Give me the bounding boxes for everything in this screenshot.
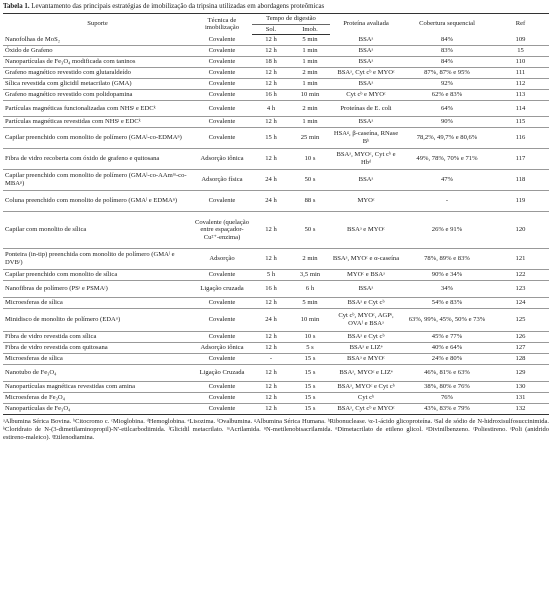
cell-sol: - bbox=[252, 354, 290, 365]
cell-cobertura: 90% bbox=[402, 117, 492, 128]
cell-imob: 10 s bbox=[290, 149, 330, 170]
cell-ref: 15 bbox=[492, 46, 549, 57]
cell-proteina: BSAᵃ, Cyt cᵇ e MYOᶜ bbox=[330, 404, 402, 415]
cell-ref: 125 bbox=[492, 309, 549, 332]
cell-sol: 12 h bbox=[252, 68, 290, 79]
cell-tecnica: Covalente bbox=[192, 270, 252, 281]
cell-sol: 12 h bbox=[252, 404, 290, 415]
cell-tecnica: Adsorção bbox=[192, 249, 252, 270]
cell-sol: 18 h bbox=[252, 57, 290, 68]
cell-imob: 10 min bbox=[290, 309, 330, 332]
cell-sol: 12 h bbox=[252, 365, 290, 382]
cell-cobertura: 76% bbox=[402, 393, 492, 404]
table-row bbox=[3, 212, 549, 249]
cell-tecnica: Covalente bbox=[192, 117, 252, 128]
cell-sol: 12 h bbox=[252, 332, 290, 343]
cell-imob: 5 min bbox=[290, 35, 330, 46]
cell-imob: 15 s bbox=[290, 354, 330, 365]
header-proteina: Proteína avaliada bbox=[330, 14, 402, 35]
cell-proteina: BSAᵃ e MYOᶜ bbox=[330, 212, 402, 249]
cell-suporte: Minidisco de monolito de polímero (EDAᵘ) bbox=[3, 309, 192, 332]
cell-tecnica: Covalente bbox=[192, 128, 252, 149]
cell-suporte: Nanofibras de polímero (PSˢ e PSMAᵗ) bbox=[3, 281, 192, 298]
cell-proteina: Cyt cᵇ e MYOᶜ bbox=[330, 90, 402, 101]
cell-proteina: BSAᵃ, Cyt cᵇ e MYOᶜ bbox=[330, 68, 402, 79]
cell-imob: 5 s bbox=[290, 343, 330, 354]
cell-proteina: BSAᵃ, MYOᶜ e α-caseína bbox=[330, 249, 402, 270]
table-body bbox=[3, 35, 549, 415]
cell-tecnica: Covalente bbox=[192, 332, 252, 343]
cell-proteina: HSAᵍ, β-caseína, RNase Bʰ bbox=[330, 128, 402, 149]
cell-ref: 124 bbox=[492, 298, 549, 309]
cell-proteina: BSAᵃ e Cyt cᵇ bbox=[330, 298, 402, 309]
cell-proteina: BSAᵃ bbox=[330, 79, 402, 90]
immobilization-table bbox=[3, 13, 549, 415]
table-row bbox=[3, 68, 549, 79]
table-row bbox=[3, 90, 549, 101]
table-row bbox=[3, 191, 549, 212]
cell-sol: 16 h bbox=[252, 90, 290, 101]
cell-tecnica: Ligação cruzada bbox=[192, 281, 252, 298]
table-row bbox=[3, 382, 549, 393]
cell-proteina: BSAᵃ e LIZᵉ bbox=[330, 343, 402, 354]
cell-cobertura: 40% e 64% bbox=[402, 343, 492, 354]
cell-imob: 50 s bbox=[290, 212, 330, 249]
cell-proteina: BSAᵃ, MYOᶜ, Cyt cᵇ e Hbᵈ bbox=[330, 149, 402, 170]
cell-imob: 10 min bbox=[290, 90, 330, 101]
cell-ref: 126 bbox=[492, 332, 549, 343]
cell-imob: 5 min bbox=[290, 298, 330, 309]
table-row bbox=[3, 170, 549, 191]
cell-suporte: Grafeno magnético revestido com polidopamina bbox=[3, 90, 192, 101]
cell-suporte: Partículas magnéticas funcionalizadas com NHSʲ e EDCᵏ bbox=[3, 101, 192, 117]
cell-sol: 12 h bbox=[252, 393, 290, 404]
cell-imob: 2 min bbox=[290, 68, 330, 79]
cell-imob: 2 min bbox=[290, 249, 330, 270]
cell-cobertura: 47% bbox=[402, 170, 492, 191]
table-row bbox=[3, 46, 549, 57]
cell-cobertura: 78,2%, 49,7% e 80,6% bbox=[402, 128, 492, 149]
cell-imob: 1 min bbox=[290, 79, 330, 90]
cell-proteina: MYOᶜ e BSAᵃ bbox=[330, 270, 402, 281]
cell-imob: 15 s bbox=[290, 404, 330, 415]
table-row bbox=[3, 249, 549, 270]
cell-proteina: BSAᵃ bbox=[330, 170, 402, 191]
cell-tecnica: Covalente bbox=[192, 68, 252, 79]
table-row bbox=[3, 393, 549, 404]
cell-tecnica: Adsorção física bbox=[192, 170, 252, 191]
cell-proteina: BSAᵃ e MYOᶜ bbox=[330, 354, 402, 365]
cell-cobertura: 38%, 80% e 76% bbox=[402, 382, 492, 393]
cell-sol: 12 h bbox=[252, 298, 290, 309]
cell-tecnica: Covalente bbox=[192, 35, 252, 46]
cell-suporte: Microesferas de Fe₃O₄ bbox=[3, 393, 192, 404]
cell-ref: 115 bbox=[492, 117, 549, 128]
cell-suporte: Capilar preenchido com monolito de polímero (GMAˡ-co-AAmᵐ-co-MBAᵖ) bbox=[3, 170, 192, 191]
cell-suporte: Nanopartículas de Fe₃O₄ bbox=[3, 404, 192, 415]
table-row bbox=[3, 149, 549, 170]
cell-tecnica: Covalente bbox=[192, 46, 252, 57]
header-ref: Ref bbox=[492, 14, 549, 35]
cell-sol: 16 h bbox=[252, 281, 290, 298]
cell-imob: 1 min bbox=[290, 46, 330, 57]
cell-ref: 117 bbox=[492, 149, 549, 170]
cell-cobertura: 46%, 81% e 63% bbox=[402, 365, 492, 382]
cell-sol: 12 h bbox=[252, 149, 290, 170]
cell-ref: 131 bbox=[492, 393, 549, 404]
cell-cobertura: 45% e 77% bbox=[402, 332, 492, 343]
cell-cobertura: 34% bbox=[402, 281, 492, 298]
cell-ref: 120 bbox=[492, 212, 549, 249]
cell-sol: 12 h bbox=[252, 249, 290, 270]
cell-imob: 88 s bbox=[290, 191, 330, 212]
cell-imob: 15 s bbox=[290, 365, 330, 382]
cell-suporte: Fibra de vidro revestida com sílica bbox=[3, 332, 192, 343]
cell-suporte: Fibra de vidro recoberta com óxido de grafeno e quitosana bbox=[3, 149, 192, 170]
cell-imob: 2 min bbox=[290, 101, 330, 117]
cell-ref: 113 bbox=[492, 90, 549, 101]
cell-ref: 118 bbox=[492, 170, 549, 191]
cell-imob: 1 min bbox=[290, 57, 330, 68]
cell-cobertura: 84% bbox=[402, 35, 492, 46]
cell-suporte: Óxido de Grafeno bbox=[3, 46, 192, 57]
cell-ref: 130 bbox=[492, 382, 549, 393]
cell-ref: 127 bbox=[492, 343, 549, 354]
cell-cobertura: 62% e 83% bbox=[402, 90, 492, 101]
cell-tecnica: Covalente bbox=[192, 101, 252, 117]
cell-cobertura: 83% bbox=[402, 46, 492, 57]
cell-suporte: Nanotubo de Fe₃O₄ bbox=[3, 365, 192, 382]
cell-proteina: Cyt cᵇ bbox=[330, 393, 402, 404]
cell-suporte: Grafeno magnético revestido com glutaraldeído bbox=[3, 68, 192, 79]
header-suporte: Suporte bbox=[3, 14, 192, 35]
cell-proteina: MYOᶜ bbox=[330, 191, 402, 212]
cell-imob: 1 min bbox=[290, 117, 330, 128]
cell-imob: 50 s bbox=[290, 170, 330, 191]
cell-proteina: Proteínas de E. coli bbox=[330, 101, 402, 117]
table-caption bbox=[3, 2, 549, 11]
cell-ref: 111 bbox=[492, 68, 549, 79]
cell-ref: 129 bbox=[492, 365, 549, 382]
cell-cobertura: 26% e 91% bbox=[402, 212, 492, 249]
cell-tecnica: Covalente (quelação entre espaçador-Cu²⁺-enzima) bbox=[192, 212, 252, 249]
cell-suporte: Nanopartículas magnéticas revestidas com amina bbox=[3, 382, 192, 393]
cell-imob: 10 s bbox=[290, 332, 330, 343]
cell-sol: 12 h bbox=[252, 117, 290, 128]
cell-suporte: Partículas magnéticas revestidas com NHSʲ e EDCᵏ bbox=[3, 117, 192, 128]
cell-tecnica: Covalente bbox=[192, 57, 252, 68]
footnotes: ᵃAlbumina Sérica Bovina. ᵇCitocromo c. ᶜMioglobina. ᵈHemoglobina. ᵉLisozima. ᶠOvalbumina. ᵍAlbumina Sérica Humana. ʰRibonuclease. ᶦα-1-ácido glicoproteína. ʲSal de sódio de N-hidroxisulfosuccinimida. ᵏCloridrato de N-(3-dimetilaminopropil)-N'-etilcarbodiimida. ˡGlicidil metacrilato. ᵐAcrilamida. ⁿN-metilenobisacrilamida. ⁿDimetacrilato de etileno glicol. ᵖDivinilbenzeno. ʳPoliestireno. ˢPoli (anidrido estireno-maleico). ᵗEtilenodiamina. bbox=[3, 418, 549, 442]
cell-tecnica: Covalente bbox=[192, 393, 252, 404]
cell-ref: 119 bbox=[492, 191, 549, 212]
table-row bbox=[3, 101, 549, 117]
cell-sol: 24 h bbox=[252, 309, 290, 332]
table-row bbox=[3, 332, 549, 343]
table-row bbox=[3, 57, 549, 68]
cell-tecnica: Covalente bbox=[192, 309, 252, 332]
cell-sol: 15 h bbox=[252, 128, 290, 149]
cell-ref: 109 bbox=[492, 35, 549, 46]
header-cobertura: Cobertura sequencial bbox=[402, 14, 492, 35]
caption-label: Tabela 1. bbox=[3, 3, 30, 10]
cell-tecnica: Adsorção iônica bbox=[192, 343, 252, 354]
cell-sol: 24 h bbox=[252, 191, 290, 212]
cell-sol: 24 h bbox=[252, 170, 290, 191]
cell-cobertura: 92% bbox=[402, 79, 492, 90]
header-tecnica: Técnica de imobilização bbox=[192, 14, 252, 35]
cell-tecnica: Adsorção iônica bbox=[192, 149, 252, 170]
cell-ref: 128 bbox=[492, 354, 549, 365]
table-row bbox=[3, 35, 549, 46]
cell-proteina: BSAᵃ bbox=[330, 46, 402, 57]
cell-suporte: Capilar preenchido com monolito de polímero (GMAˡ-co-EDMAⁿ) bbox=[3, 128, 192, 149]
cell-sol: 12 h bbox=[252, 79, 290, 90]
cell-ref: 121 bbox=[492, 249, 549, 270]
table-row bbox=[3, 354, 549, 365]
header-imob: Imob. bbox=[290, 25, 330, 35]
table-row bbox=[3, 298, 549, 309]
cell-sol: 4 h bbox=[252, 101, 290, 117]
table-row bbox=[3, 309, 549, 332]
cell-sol: 5 h bbox=[252, 270, 290, 281]
cell-suporte: Sílica revestida com glicidil metacrilato (GMA) bbox=[3, 79, 192, 90]
cell-suporte: Coluna preenchido com monolito de polímero (GMAˡ e EDMAⁿ) bbox=[3, 191, 192, 212]
table-row bbox=[3, 365, 549, 382]
table-row bbox=[3, 79, 549, 90]
cell-suporte: Nanofolhas de MoS₂ bbox=[3, 35, 192, 46]
cell-tecnica: Covalente bbox=[192, 354, 252, 365]
cell-imob: 25 min bbox=[290, 128, 330, 149]
cell-proteina: Cyt cᵇ, MYOᶜ, AGPᶦ, OVAᶠ e BSAᵃ bbox=[330, 309, 402, 332]
cell-sol: 12 h bbox=[252, 343, 290, 354]
cell-proteina: BSAᵃ bbox=[330, 117, 402, 128]
cell-proteina: BSAᵃ, MYOᶜ e LIZᵉ bbox=[330, 365, 402, 382]
cell-cobertura: 84% bbox=[402, 57, 492, 68]
cell-cobertura: - bbox=[402, 191, 492, 212]
table-row bbox=[3, 281, 549, 298]
cell-sol: 12 h bbox=[252, 46, 290, 57]
cell-tecnica: Covalente bbox=[192, 404, 252, 415]
cell-suporte: Microesferas de sílica bbox=[3, 298, 192, 309]
cell-tecnica: Covalente bbox=[192, 90, 252, 101]
cell-imob: 15 s bbox=[290, 393, 330, 404]
caption-text: Levantamento das principais estratégias de imobilização da tripsina utilizadas em abordagens proteômicas bbox=[29, 3, 325, 10]
cell-cobertura: 90% e 34% bbox=[402, 270, 492, 281]
cell-imob: 15 s bbox=[290, 382, 330, 393]
cell-sol: 12 h bbox=[252, 35, 290, 46]
table-row bbox=[3, 117, 549, 128]
cell-cobertura: 49%, 78%, 70% e 71% bbox=[402, 149, 492, 170]
cell-ref: 114 bbox=[492, 101, 549, 117]
cell-cobertura: 24% e 80% bbox=[402, 354, 492, 365]
cell-proteina: BSAᵃ bbox=[330, 57, 402, 68]
cell-cobertura: 87%, 87% e 95% bbox=[402, 68, 492, 79]
cell-imob: 3,5 min bbox=[290, 270, 330, 281]
cell-tecnica: Covalente bbox=[192, 191, 252, 212]
cell-imob: 6 h bbox=[290, 281, 330, 298]
cell-suporte: Ponteira (in-tip) preenchida com monolito de polímero (GMAˡ e DVBʳ) bbox=[3, 249, 192, 270]
cell-tecnica: Covalente bbox=[192, 79, 252, 90]
document bbox=[3, 2, 549, 443]
cell-suporte: Capilar preenchido com monolito de sílica bbox=[3, 270, 192, 281]
cell-tecnica: Covalente bbox=[192, 382, 252, 393]
header-tempo: Tempo de digestão bbox=[252, 14, 330, 25]
cell-cobertura: 43%, 83% e 79% bbox=[402, 404, 492, 415]
table-row bbox=[3, 270, 549, 281]
cell-cobertura: 54% e 83% bbox=[402, 298, 492, 309]
cell-suporte: Nanopartículas de Fe₃O₄ modificada com taninos bbox=[3, 57, 192, 68]
cell-ref: 110 bbox=[492, 57, 549, 68]
header-sol: Sol. bbox=[252, 25, 290, 35]
cell-proteina: BSAᵃ, MYOᶜ e Cyt cᵇ bbox=[330, 382, 402, 393]
cell-ref: 123 bbox=[492, 281, 549, 298]
cell-proteina: BSAᵃ bbox=[330, 35, 402, 46]
table-row bbox=[3, 404, 549, 415]
cell-cobertura: 63%, 99%, 45%, 50% e 73% bbox=[402, 309, 492, 332]
cell-sol: 12 h bbox=[252, 382, 290, 393]
cell-proteina: BSAᵃ bbox=[330, 281, 402, 298]
cell-ref: 112 bbox=[492, 79, 549, 90]
cell-tecnica: Covalente bbox=[192, 298, 252, 309]
table-row bbox=[3, 343, 549, 354]
cell-suporte: Fibra de vidro revestida com quitosana bbox=[3, 343, 192, 354]
table-row bbox=[3, 128, 549, 149]
cell-tecnica: Ligação Cruzada bbox=[192, 365, 252, 382]
cell-cobertura: 78%, 89% e 83% bbox=[402, 249, 492, 270]
cell-ref: 116 bbox=[492, 128, 549, 149]
cell-ref: 122 bbox=[492, 270, 549, 281]
cell-suporte: Microesferas de sílica bbox=[3, 354, 192, 365]
cell-ref: 132 bbox=[492, 404, 549, 415]
cell-suporte: Capilar com monolito de sílica bbox=[3, 212, 192, 249]
cell-sol: 12 h bbox=[252, 212, 290, 249]
cell-cobertura: 64% bbox=[402, 101, 492, 117]
cell-proteina: BSAᵃ e Cyt cᵇ bbox=[330, 332, 402, 343]
